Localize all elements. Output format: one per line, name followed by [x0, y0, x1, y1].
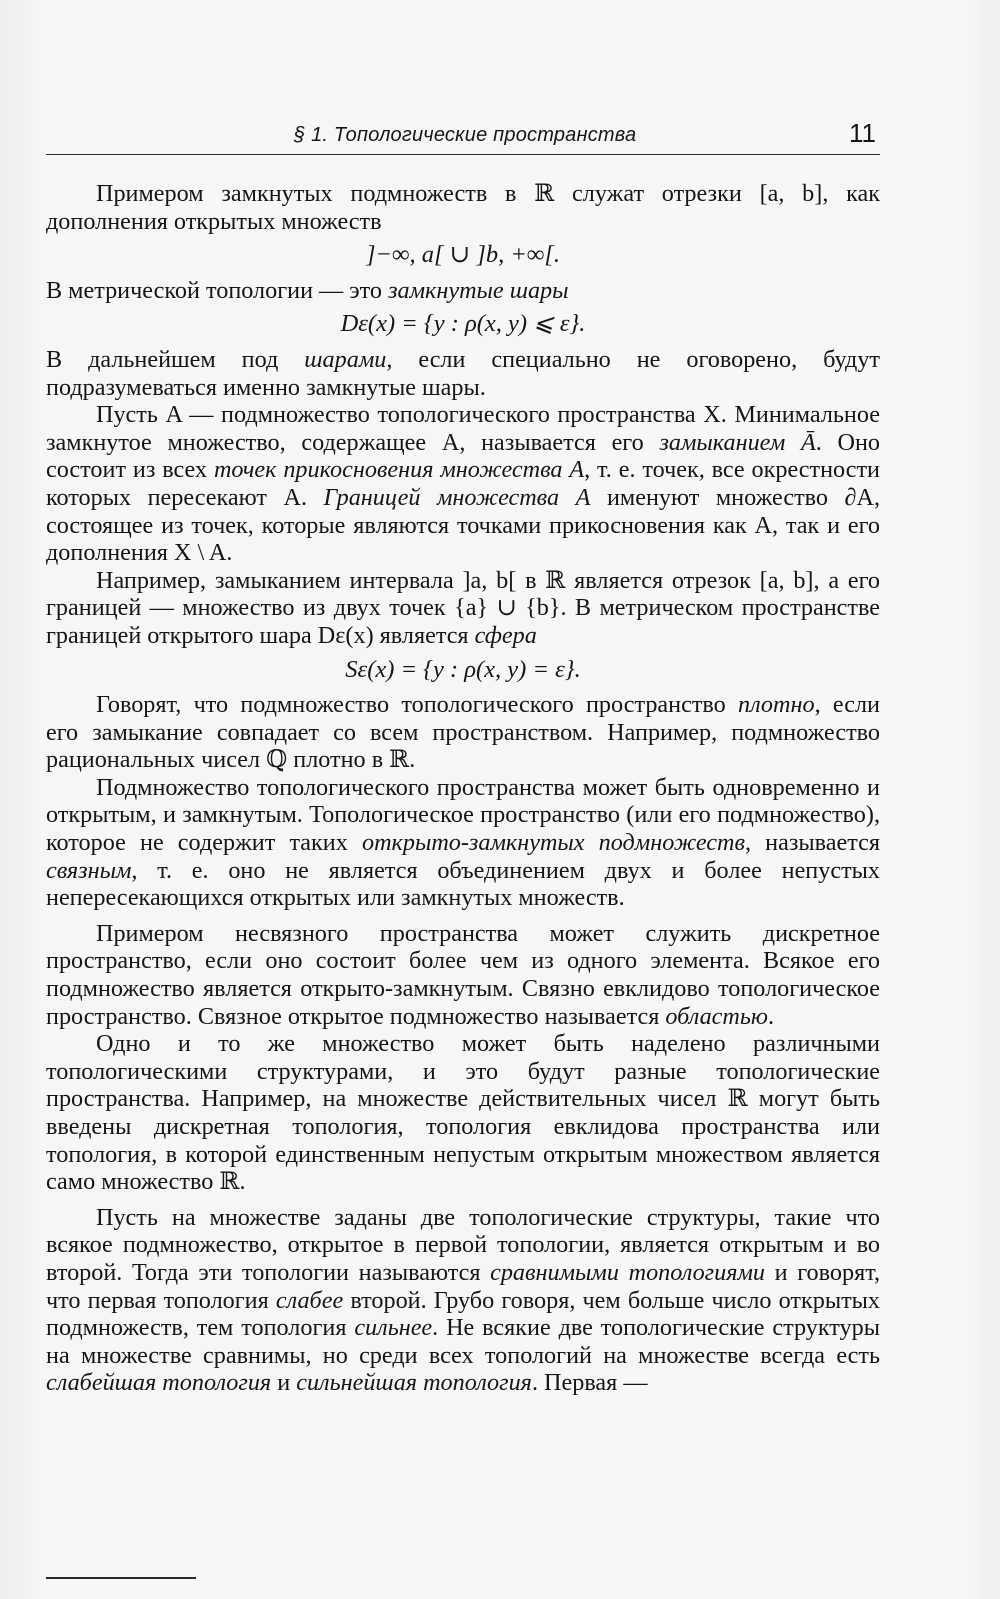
running-header	[46, 118, 880, 155]
paragraph: Подмножество топологического пространства может быть одновременно и открытым, и замкнутым. Топологическое пространство (или его подмножество), которое не содержит таких открыто-замкнутых подмножеств, называется связным, т. е. оно не является объединением двух и более непустых непересекающихся открытых или замкнутых множеств.	[46, 773, 880, 912]
body-text	[46, 180, 880, 1397]
paragraph: В дальнейшем под шарами, если специально не оговорено, будут подразумеваться именно замкнутые шары.	[46, 345, 880, 401]
paragraph: Говорят, что подмножество топологического пространство плотно, если его замыкание совпадает со всем пространством. Например, подмножество рациональных чисел ℚ плотно в ℝ.	[46, 691, 880, 774]
paragraph: Примером замкнутых подмножеств в ℝ служат отрезки [a, b], как дополнения открытых множеств	[46, 180, 880, 235]
paragraph: Примером несвязного пространства может служить дискретное пространство, если оно состоит более чем из одного элемента. Всякое его подмножество является открыто-замкнутым. Связно евклидово топологическое пространство. Связное открытое подмножество называется областью.	[46, 919, 880, 1030]
paragraph: Одно и то же множество может быть наделено различными топологическими структурами, и это будут разные топологические пространства. Например, на множестве действительных чисел ℝ могут быть введены дискретная топология, топология евклидова пространства или топология, в которой единственным непустым открытым множеством является само множество ℝ.	[46, 1030, 880, 1196]
formula: ]−∞, a[ ∪ ]b, +∞[.	[365, 241, 561, 269]
paragraph: Пусть A — подмножество топологического пространства X. Минимальное замкнутое множество, содержащее A, называется его замыканием Ā. Оно состоит из всех точек прикосновения множества A, т. е. точек, все окрестности которых пересекают A. Границей множества A именуют множество ∂A, состоящее из точек, которые являются точками прикосновения как A, так и его дополнения X \ A.	[46, 401, 880, 567]
section-title: § 1. Топологические пространства	[294, 124, 637, 146]
paragraph: Например, замыканием интервала ]a, b[ в ℝ является отрезок [a, b], а его границей — множество из двух точек {a} ∪ {b}. В метрическом пространстве границей открытого шара Dε(x) является сфера	[46, 566, 880, 649]
formula: Dε(x) = {y : ρ(x, y) ⩽ ε}.	[340, 310, 586, 338]
page-number: 11	[849, 118, 876, 148]
formula: Sε(x) = {y : ρ(x, y) = ε}.	[345, 655, 581, 683]
bottom-divider	[46, 1577, 196, 1579]
paragraph: Пусть на множестве заданы две топологические структуры, такие что всякое подмножество, открытое в первой топологии, является открытым и во второй. Тогда эти топологии называются сравнимыми топологиями и говорят, что первая топология слабее второй. Грубо говоря, чем больше число открытых подмножеств, тем топология сильнее. Не всякие две топологические структуры на множестве сравнимы, но среди всех топологий на множестве всегда есть слабейшая топология и сильнейшая топология. Первая —	[46, 1203, 881, 1397]
paragraph: В метрической топологии — это замкнутые шары	[46, 276, 569, 304]
